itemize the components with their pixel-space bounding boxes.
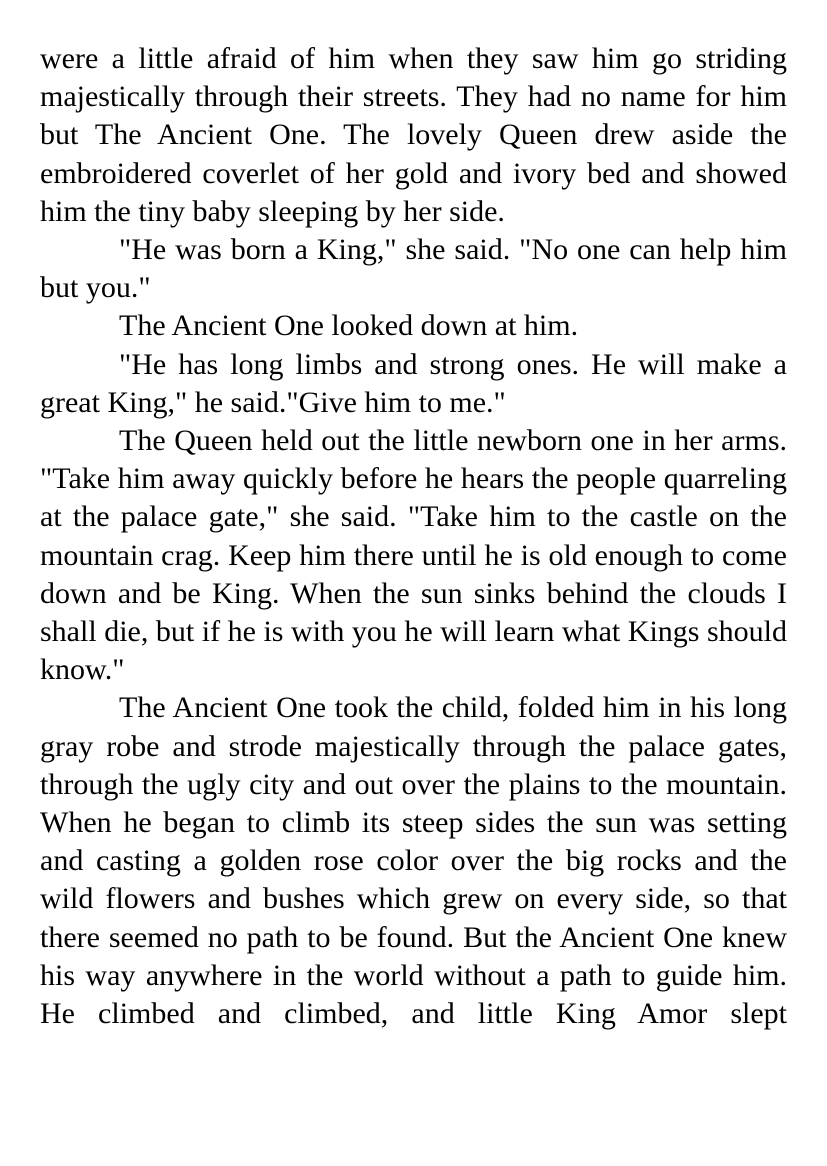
paragraph: were a little afraid of him when they saw him go striding majestically through their streets. They had no name for him but The Ancient One. The lovely Queen drew aside the embroidered coverlet of her gold and ivory bed and showed him the tiny baby sleeping by her side. [40, 42, 787, 228]
paragraph: The Ancient One looked down at him. [119, 309, 579, 343]
paragraph: The Ancient One took the child, folded him in his long gray robe and strode majestically through the palace gates, through the ugly city and out over the plains to the mountain. When he began to climb its steep sides the sun was setting and casting a golden rose color over the big rocks and the wild flowers and bushes which grew on every side, so that there seemed no path to be found. But the Ancient One knew his way anywhere in the world without a path to guide him. He climbed and climbed, and little King Amor slept [40, 691, 787, 1031]
page-body [40, 40, 787, 1033]
paragraph: "He has long limbs and strong ones. He will make a great King," he said."Give him to me." [40, 347, 787, 419]
paragraph: The Queen held out the little newborn one in her arms. "Take him away quickly before he hears the people quarreling at the palace gate," she said. "Take him to the castle on the mountain crag. Keep him there until he is old enough to come down and be King. When the sun sinks behind the clouds I shall die, but if he is with you he will learn what Kings should know." [40, 424, 787, 687]
paragraph: "He was born a King," she said. "No one can help him but you." [40, 233, 787, 305]
